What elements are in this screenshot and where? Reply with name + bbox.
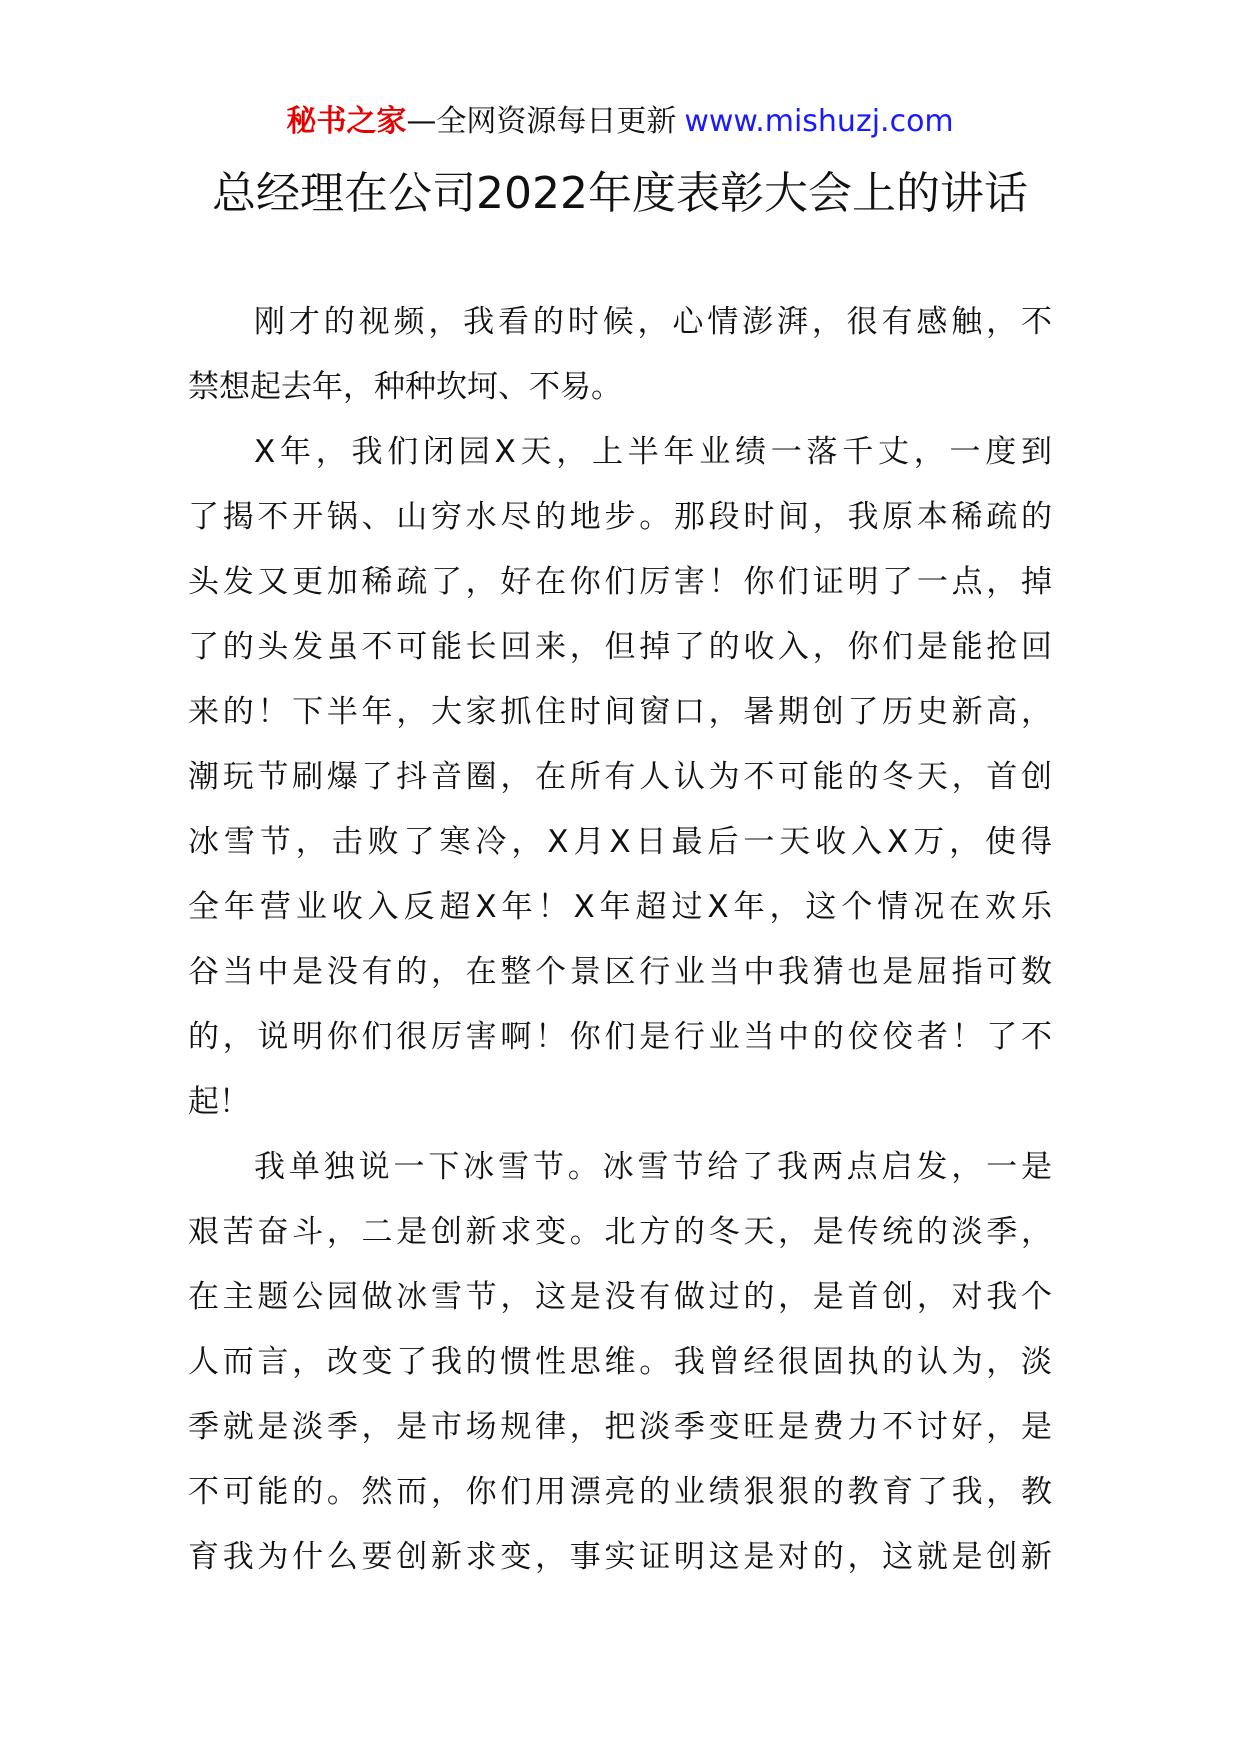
text-line: 禁想起去年，种种坎坷、不易。 xyxy=(188,369,622,405)
text-line: X年，我们闭园X天，上半年业绩一落千丈，一度到 xyxy=(254,434,1052,470)
site-url: www.mishuzj.com xyxy=(684,104,954,139)
text-line: 刚才的视频，我看的时候，心情澎湃，很有感触，不 xyxy=(254,304,1052,340)
document-body xyxy=(188,290,1052,1590)
text-line: 不可能的。然而，你们用漂亮的业绩狠狠的教育了我，教 xyxy=(188,1474,1052,1510)
paragraph xyxy=(188,420,1052,1135)
site-header xyxy=(0,100,1240,144)
text-line: 在主题公园做冰雪节，这是没有做过的，是首创，对我个 xyxy=(188,1279,1052,1315)
text-line: 了的头发虽不可能长回来，但掉了的收入，你们是能抢回 xyxy=(188,629,1052,665)
text-line: 潮玩节刷爆了抖音圈，在所有人认为不可能的冬天，首创 xyxy=(188,759,1052,795)
text-line: 艰苦奋斗，二是创新求变。北方的冬天，是传统的淡季， xyxy=(188,1214,1052,1250)
document-title: 总经理在公司2022年度表彰大会上的讲话 xyxy=(212,168,1028,219)
text-line: 我单独说一下冰雪节。冰雪节给了我两点启发，一是 xyxy=(254,1149,1052,1185)
text-line: 人而言，改变了我的惯性思维。我曾经很固执的认为，淡 xyxy=(188,1344,1052,1380)
paragraph xyxy=(188,290,1052,420)
text-line: 全年营业收入反超X年！X年超过X年，这个情况在欢乐 xyxy=(188,889,1052,925)
text-line: 头发又更加稀疏了，好在你们厉害！你们证明了一点，掉 xyxy=(188,564,1052,600)
text-line: 起！ xyxy=(188,1084,250,1120)
text-line: 育我为什么要创新求变，事实证明这是对的，这就是创新 xyxy=(188,1539,1052,1575)
text-line: 谷当中是没有的，在整个景区行业当中我猜也是屈指可数 xyxy=(188,954,1052,990)
text-line: 季就是淡季，是市场规律，把淡季变旺是费力不讨好，是 xyxy=(188,1409,1052,1445)
text-line: 来的！下半年，大家抓住时间窗口，暑期创了历史新高， xyxy=(188,694,1052,730)
text-line: 了揭不开锅、山穷水尽的地步。那段时间，我原本稀疏的 xyxy=(188,499,1052,535)
text-line: 冰雪节，击败了寒冷，X月X日最后一天收入X万，使得 xyxy=(188,824,1052,860)
brand-name: 秘书之家 xyxy=(286,104,407,139)
paragraph xyxy=(188,1135,1052,1590)
text-line: 的，说明你们很厉害啊！你们是行业当中的佼佼者！了不 xyxy=(188,1019,1052,1055)
header-tagline: —全网资源每日更新 xyxy=(406,104,677,139)
